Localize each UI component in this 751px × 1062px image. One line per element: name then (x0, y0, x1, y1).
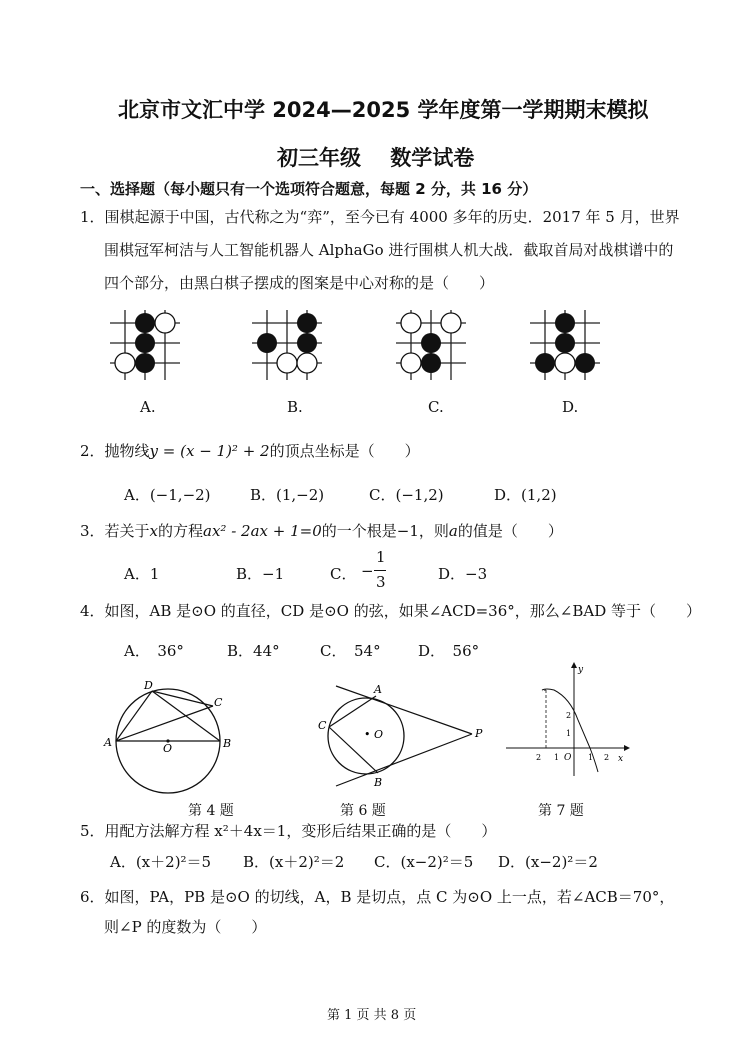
figure-7 (504, 660, 630, 778)
figure-4 (96, 676, 246, 796)
fig7-tick-1: 1 (588, 753, 594, 762)
q2-option-d: D．(1,2) (494, 486, 557, 504)
fig6-label-p: P (475, 727, 483, 740)
q4-option-a: A． 36° (124, 642, 184, 660)
q2-option-a: A．(−1,−2) (124, 486, 211, 504)
q3-option-d: D．−3 (438, 565, 488, 583)
fig4-label-o: O (163, 742, 173, 755)
q3-stem (80, 520, 563, 541)
fig7-label-o: O (564, 753, 572, 763)
page-footer: 第 1 页 共 8 页 (327, 1008, 417, 1023)
fig7-label-y: y (578, 665, 584, 675)
fig6-label-c: C (318, 719, 327, 732)
q3-frac-sign: − (361, 562, 374, 580)
q3-option-b: B．−1 (236, 565, 285, 583)
q3-var-a: a (448, 522, 458, 540)
q3-option-c: C． (330, 565, 357, 583)
q1-line1: 1．围棋起源于中国，古代称之为“弈”，至今已有 4000 多年的历史．2017 年 5 月，世界 (80, 208, 680, 226)
fig6-label-a: A (374, 683, 382, 696)
fig4-label-d: D (144, 679, 153, 692)
q1-option-c: C. (428, 398, 444, 416)
q1-option-d: D. (562, 398, 579, 416)
go-figure-d (530, 310, 600, 380)
fig7-label-x: x (618, 754, 624, 764)
q4-stem: 4．如图，AB 是⊙O 的直径，CD 是⊙O 的弦，如果∠ACD=36°，那么∠BAD 等于（ ） (80, 602, 701, 620)
q1-line3: 四个部分，由黑白棋子摆成的图案是中心对称的是（ ） (104, 274, 495, 292)
fig4-label-c: C (214, 696, 223, 709)
q6-line2: 则∠P 的度数为（ ） (104, 918, 267, 936)
q6-line1: 6．如图，PA，PB 是⊙O 的切线，A，B 是切点，点 C 为⊙O 上一点，若∠ACB＝70°， (80, 888, 675, 906)
q2-suffix: 的顶点坐标是（ ） (269, 442, 420, 460)
q3-prefix: 3．若关于 (80, 522, 150, 540)
fig7-tick-neg2: 2 (536, 753, 542, 762)
q2-option-b: B．(1,−2) (250, 486, 325, 504)
q4-option-c: C． 54° (320, 642, 381, 660)
q3-equation: ax² - 2ax + 1=0 (203, 522, 322, 540)
q5-option-b: B．(x＋2)²＝2 (243, 853, 345, 871)
q3-option-a: A．1 (124, 565, 160, 583)
fig4-caption: 第 4 题 (188, 803, 234, 819)
q4-option-b: B．44° (227, 642, 280, 660)
q5-option-a: A．(x＋2)²＝5 (110, 853, 212, 871)
go-figure-b (252, 310, 322, 380)
q3-frac-den: 3 (376, 573, 386, 591)
fig7-tick-y2: 2 (566, 711, 572, 720)
q1-option-b: B. (287, 398, 303, 416)
q5-option-c: C．(x−2)²＝5 (374, 853, 474, 871)
q2-prefix: 2．抛物线 (80, 442, 150, 460)
go-figures (108, 308, 628, 384)
go-figure-a (110, 310, 180, 380)
q5-option-d: D．(x−2)²＝2 (498, 853, 598, 871)
q5-stem: 5．用配方法解方程 x²＋4x＝1，变形后结果正确的是（ ） (80, 822, 497, 840)
fig7-tick-neg1: 1 (554, 753, 560, 762)
q3-frac-bar (374, 570, 386, 571)
go-figure-c (396, 310, 466, 380)
q3-end: 的值是（ ） (457, 522, 563, 540)
q3-frac-num: 1 (376, 548, 386, 566)
q2-stem (80, 440, 420, 461)
q3-middle: 的方程 (158, 522, 204, 540)
q3-var-x: x (149, 522, 159, 540)
figure-6 (312, 680, 492, 792)
q2-option-c: C．(−1,2) (369, 486, 444, 504)
fig6-caption: 第 6 题 (340, 803, 386, 819)
fig4-label-a: A (104, 736, 112, 749)
page-subtitle: 初三年级 数学试卷 (277, 146, 475, 170)
fig7-tick-2: 2 (604, 753, 610, 762)
fig4-label-b: B (223, 737, 232, 750)
fig6-label-b: B (374, 776, 383, 789)
q2-equation: y = (x − 1)² + 2 (149, 442, 270, 460)
fig6-label-o: • O (364, 728, 384, 741)
fig7-tick-y1: 1 (566, 729, 572, 738)
q4-option-d: D． 56° (418, 642, 480, 660)
section-heading: 一、选择题（每小题只有一个选项符合题意，每题 2 分，共 16 分） (80, 180, 538, 198)
fig7-caption: 第 7 题 (538, 803, 584, 819)
q3-suffix: 的一个根是−1，则 (321, 522, 449, 540)
q1-option-a: A. (140, 398, 156, 416)
q1-line2: 围棋冠军柯洁与人工智能机器人 AlphaGo 进行围棋人机大战．截取首局对战棋谱中的 (104, 241, 674, 259)
page-title: 北京市文汇中学 2024—2025 学年度第一学期期末模拟 (118, 98, 649, 122)
